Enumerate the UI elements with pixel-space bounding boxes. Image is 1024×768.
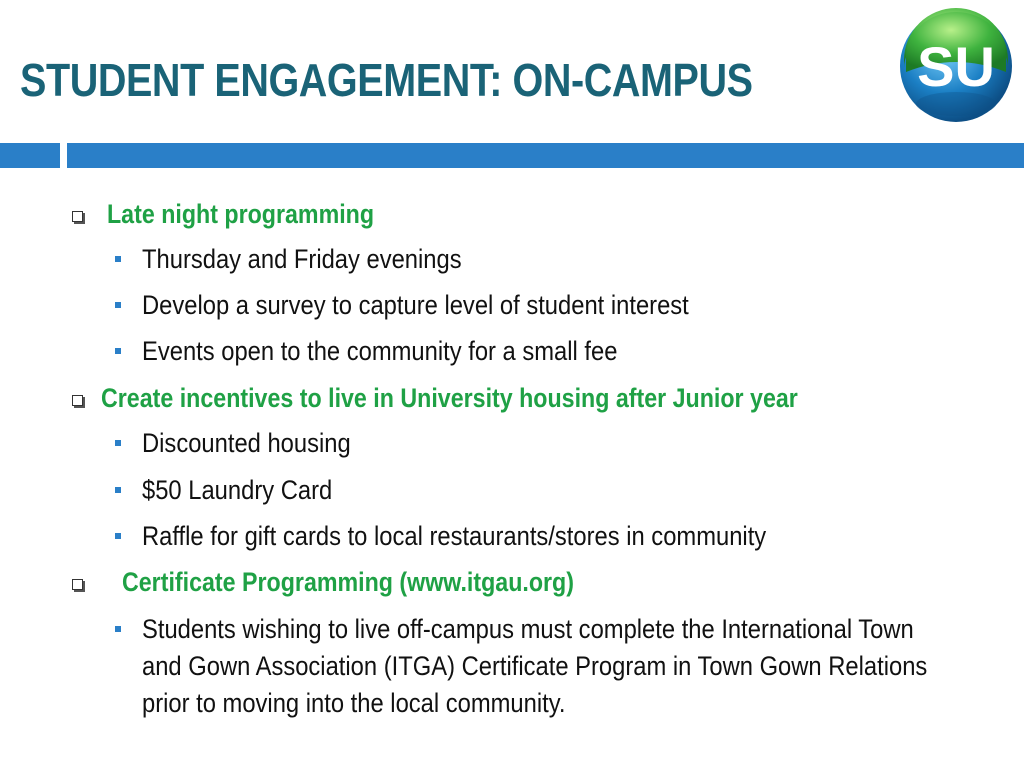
list-item: Discounted housing [142,428,351,458]
small-square-bullet-icon [115,348,121,354]
square-bullet-icon [72,579,83,590]
small-square-bullet-icon [115,440,121,446]
section-heading: Create incentives to live in University housing after Junior year [101,383,798,413]
list-item: Develop a survey to capture level of student interest [142,290,689,320]
list-item: Events open to the community for a small fee [142,336,618,366]
small-square-bullet-icon [115,302,121,308]
list-item: Students wishing to live off-campus must complete the International Town [142,614,914,644]
list-item: $50 Laundry Card [142,475,333,505]
section-heading: Late night programming [107,199,375,229]
square-bullet-icon [72,211,83,222]
list-item-continuation: prior to moving into the local community. [142,688,566,718]
small-square-bullet-icon [115,533,121,539]
small-square-bullet-icon [115,256,121,262]
list-item: Thursday and Friday evenings [142,244,462,274]
list-item-continuation: and Gown Association (ITGA) Certificate Program in Town Gown Relations [142,651,928,681]
logo-lettering: SU [917,35,995,98]
small-square-bullet-icon [115,487,121,493]
small-square-bullet-icon [115,626,121,632]
square-bullet-icon [72,395,83,406]
list-item: Raffle for gift cards to local restaurants/stores in community [142,521,767,551]
slide-title: STUDENT ENGAGEMENT: ON-CAMPUS [20,54,753,106]
section-heading: Certificate Programming (www.itgau.org) [122,567,574,597]
